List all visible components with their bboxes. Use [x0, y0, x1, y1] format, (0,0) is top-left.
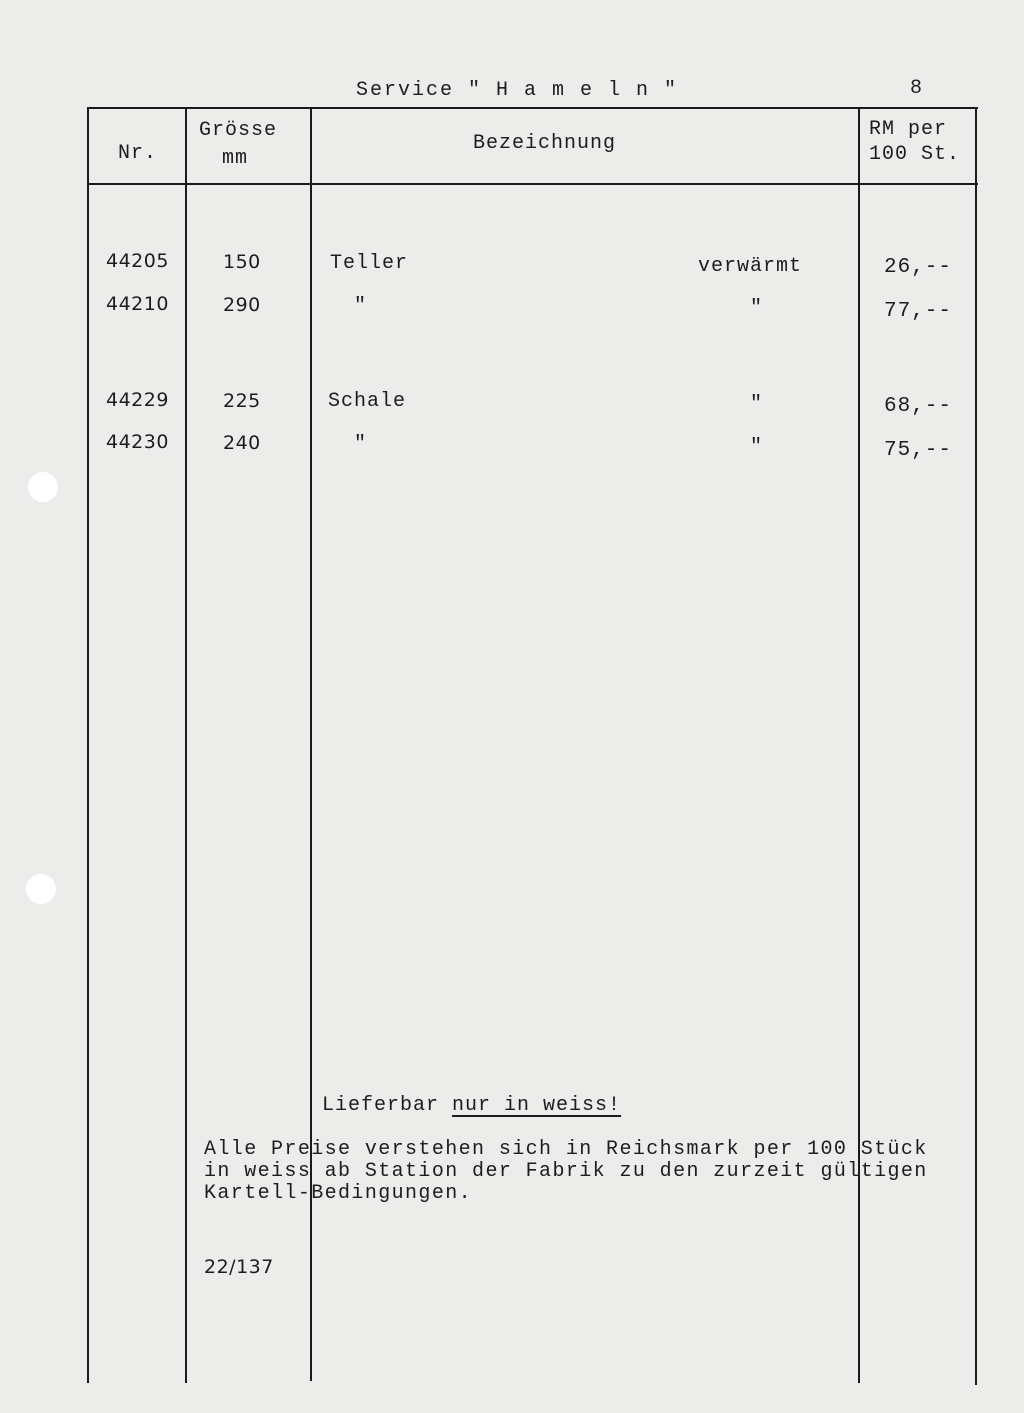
- column-header-size: Grösse: [199, 119, 278, 142]
- item-size: 240: [223, 432, 261, 454]
- table-left-border: [87, 107, 89, 1383]
- item-number: 44205: [106, 250, 169, 272]
- item-size: 150: [223, 251, 261, 273]
- item-price: 77,--: [884, 300, 953, 323]
- terms-line-3: Kartell-Bedingungen.: [204, 1182, 473, 1205]
- item-name: Schale: [328, 390, 407, 413]
- item-name: ": [354, 433, 368, 456]
- item-price: 26,--: [884, 256, 953, 279]
- table-header-divider: [88, 183, 978, 185]
- item-note: ": [750, 297, 764, 320]
- table-right-border: [975, 107, 977, 1385]
- punch-hole-top: [28, 472, 58, 502]
- document-title: Service " H a m e l n ": [356, 79, 679, 102]
- reference-code: 22/137: [204, 1256, 274, 1278]
- item-number: 44210: [106, 293, 169, 315]
- column-header-price-unit: 100 St.: [869, 143, 961, 166]
- item-number: 44230: [106, 431, 169, 453]
- terms-line-1: Alle Preise verstehen sich in Reichsmark per 100 Stück: [204, 1138, 928, 1161]
- column-header-description: Bezeichnung: [473, 132, 617, 155]
- terms-line-2: in weiss ab Station der Fabrik zu den zurzeit gültigen: [204, 1160, 928, 1183]
- item-number: 44229: [106, 389, 169, 411]
- column-divider-nr: [185, 107, 187, 1383]
- column-header-nr: Nr.: [118, 142, 158, 165]
- availability-prefix: Lieferbar: [322, 1094, 453, 1117]
- item-size: 225: [223, 390, 261, 412]
- item-note: ": [750, 393, 764, 416]
- column-divider-desc: [858, 107, 860, 1383]
- column-header-price: RM per: [869, 118, 948, 141]
- item-note: verwärmt: [698, 255, 803, 278]
- availability-emphasis: nur in weiss!: [452, 1094, 622, 1117]
- availability-note: [322, 1095, 621, 1117]
- item-name: Teller: [330, 252, 409, 275]
- column-header-size-unit: mm: [222, 147, 249, 170]
- punch-hole-bottom: [26, 874, 56, 904]
- table-top-border: [88, 107, 978, 109]
- item-price: 75,--: [884, 439, 953, 462]
- page-number: 8: [910, 77, 924, 100]
- item-size: 290: [223, 294, 261, 316]
- item-price: 68,--: [884, 395, 953, 418]
- item-note: ": [750, 436, 764, 459]
- item-name: ": [354, 295, 368, 318]
